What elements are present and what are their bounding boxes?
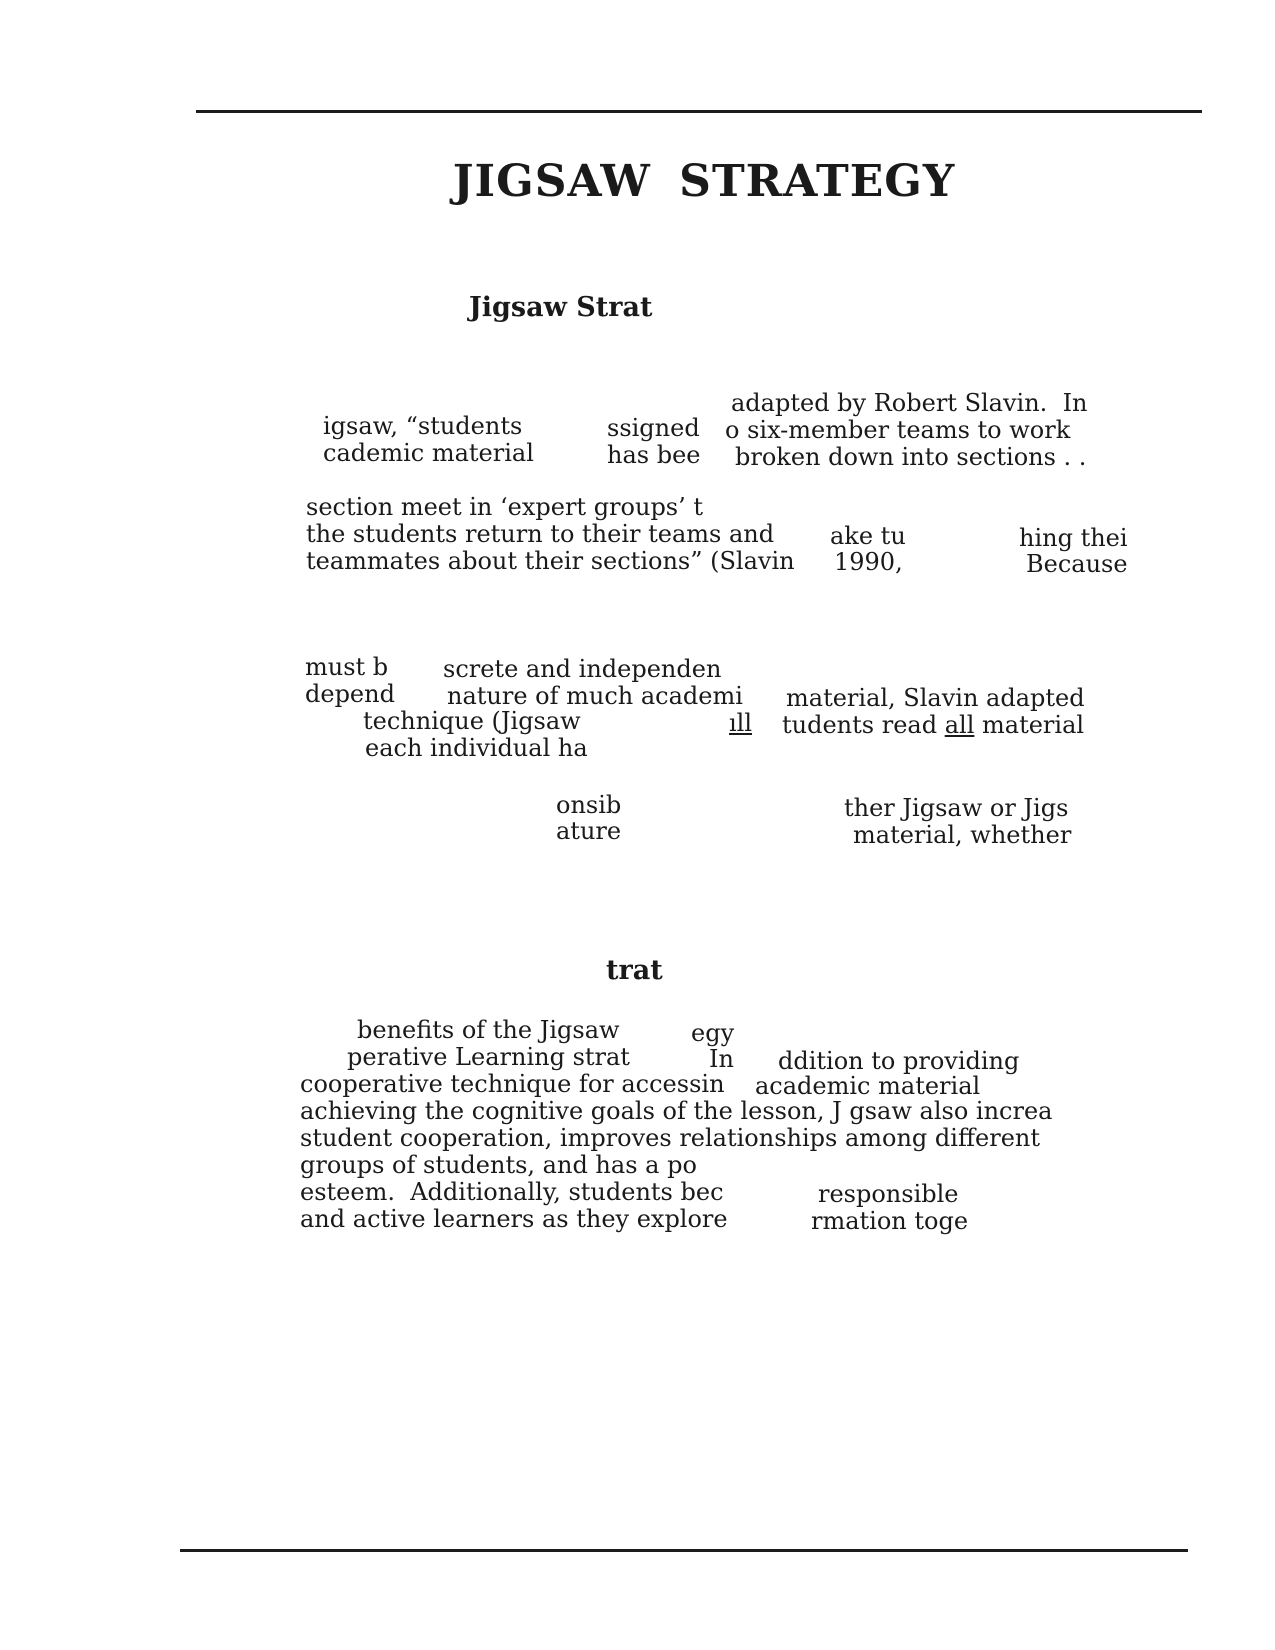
text-fragment: benefits of the Jigsaw: [357, 1016, 620, 1044]
text-fragment: the students return to their teams and: [306, 520, 775, 548]
text-fragment: section meet in ‘expert groups’ t: [306, 493, 704, 521]
page-title: JIGSAW STRATEGY: [452, 156, 956, 207]
text-fragment: screte and independen: [443, 655, 722, 683]
text-fragment: ake tu: [830, 522, 906, 550]
text-fragment: In: [709, 1045, 734, 1073]
text-fragment: cooperative technique for accessin: [300, 1070, 725, 1098]
text-fragment: igsaw, “students: [323, 412, 523, 440]
text-fragment: hing thei: [1019, 524, 1128, 552]
text-fragment: ıll: [729, 709, 753, 737]
section-heading-jigsaw-strat: Jigsaw Strat: [469, 292, 653, 323]
text-fragment: broken down into sections . .: [735, 443, 1087, 471]
text-fragment: teammates about their sections” (Slavin: [306, 547, 795, 575]
text-fragment: 1990,: [834, 548, 903, 576]
text-fragment: o six-member teams to work: [725, 416, 1071, 444]
text-fragment: esteem. Additionally, students bec: [300, 1178, 724, 1206]
text-fragment: Because: [1026, 550, 1128, 578]
text-fragment: student cooperation, improves relationships among different: [300, 1124, 1040, 1152]
text-fragment: cademic material: [323, 439, 534, 467]
text-fragment: rmation toge: [811, 1207, 969, 1235]
text-fragment: perative Learning strat: [347, 1043, 630, 1071]
top-rule: [196, 110, 1202, 113]
text-fragment: ther Jigsaw or Jigs: [844, 794, 1069, 822]
text-fragment: ddition to providing: [778, 1047, 1020, 1075]
text-fragment: material, Slavin adapted: [786, 684, 1085, 712]
text-fragment: nature of much academi: [447, 682, 743, 710]
text-fragment: responsible: [818, 1180, 959, 1208]
text-fragment: groups of students, and has a po: [300, 1151, 697, 1179]
underlined-word: all: [944, 711, 975, 739]
text-fragment: must b: [305, 653, 389, 681]
text-fragment: has bee: [607, 441, 701, 469]
text-fragment: ature: [556, 817, 622, 845]
text-fragment: and active learners as they explore: [300, 1205, 728, 1233]
text-fragment: onsib: [556, 791, 622, 819]
section-heading-strategy: trat: [606, 955, 663, 986]
text-fragment: adapted by Robert Slavin. In: [731, 389, 1088, 417]
bottom-rule: [180, 1549, 1188, 1552]
text-fragment: achieving the cognitive goals of the lesson, J gsaw also increa: [300, 1097, 1053, 1125]
text-fragment: material, whether: [853, 821, 1072, 849]
text-fragment: each individual ha: [365, 734, 588, 762]
text-fragment: ssigned: [607, 414, 700, 442]
text-fragment: depend: [305, 680, 395, 708]
text-fragment: technique (Jigsaw: [363, 707, 581, 735]
text-fragment: tudents read: [782, 711, 945, 739]
text-fragment: [782, 712, 1084, 739]
text-fragment: academic material: [755, 1072, 981, 1100]
text-fragment: material: [974, 711, 1085, 739]
text-fragment: egy: [691, 1019, 735, 1047]
